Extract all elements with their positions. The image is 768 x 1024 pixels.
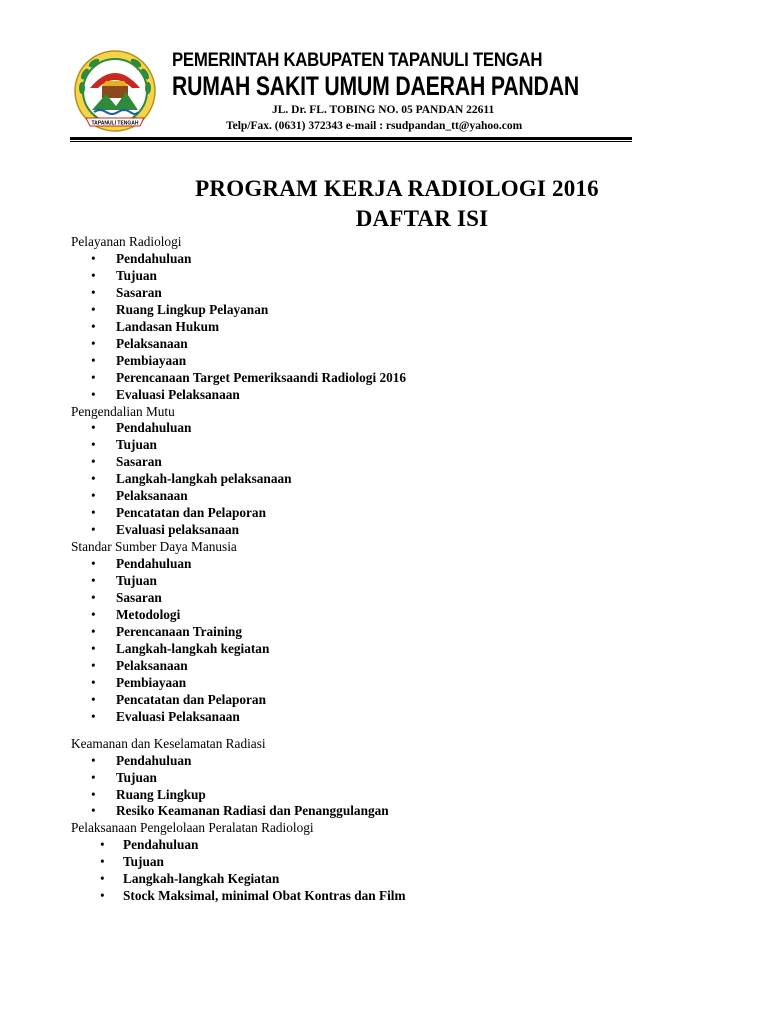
toc-item-label: Evaluasi Pelaksanaan: [116, 386, 240, 402]
toc-item-label: Resiko Keamanan Radiasi dan Penanggulangan: [116, 803, 389, 819]
toc-item: [71, 353, 691, 370]
letterhead-rule-thin: [70, 141, 632, 142]
toc-item: [71, 285, 691, 302]
toc-item-label: Langkah-langkah Kegiatan: [123, 871, 280, 887]
toc-item: [71, 251, 691, 268]
toc-item-label: Sasaran: [116, 590, 162, 606]
bullet-icon: •: [100, 854, 105, 870]
toc-section-title: Keamanan dan Keselamatan Radiasi: [71, 735, 266, 751]
bullet-icon: •: [91, 318, 96, 334]
bullet-icon: •: [91, 640, 96, 656]
bullet-icon: •: [91, 420, 96, 436]
toc-item-label: Pendahuluan: [116, 250, 192, 266]
toc-item-list: [71, 837, 691, 905]
bullet-icon: •: [91, 471, 96, 487]
hospital-name: RUMAH SAKIT UMUM DAERAH PANDAN: [172, 71, 580, 101]
toc-item: [71, 522, 691, 539]
toc-item: [71, 854, 691, 871]
toc-item-label: Pendahuluan: [116, 420, 192, 436]
toc-item: [71, 437, 691, 454]
bullet-icon: •: [91, 386, 96, 402]
bullet-icon: •: [91, 505, 96, 521]
toc-item: [71, 675, 691, 692]
emblem-caption: TAPANULI TENGAH: [91, 120, 139, 127]
toc-item-label: Pencatatan dan Pelaporan: [116, 691, 266, 707]
toc-item-label: Pendahuluan: [116, 752, 192, 768]
document-subtitle: DAFTAR ISI: [355, 206, 489, 231]
bullet-icon: •: [91, 556, 96, 572]
toc-item: [71, 573, 691, 590]
bullet-icon: •: [91, 590, 96, 606]
hospital-address: JL. Dr. FL. TOBING NO. 05 PANDAN 22611: [272, 104, 495, 116]
toc-item-label: Pelaksanaan: [116, 657, 188, 673]
government-name: PEMERINTAH KABUPATEN TAPANULI TENGAH: [172, 49, 543, 71]
toc-item: [71, 607, 691, 624]
bullet-icon: •: [91, 284, 96, 300]
bullet-icon: •: [91, 369, 96, 385]
bullet-icon: •: [91, 769, 96, 785]
toc-item: [71, 803, 691, 820]
bullet-icon: •: [91, 623, 96, 639]
bullet-icon: •: [91, 250, 96, 266]
toc-item: [71, 302, 691, 319]
bullet-icon: •: [91, 301, 96, 317]
bullet-icon: •: [91, 674, 96, 690]
bullet-icon: •: [91, 573, 96, 589]
toc-item-label: Stock Maksimal, minimal Obat Kontras dan Film: [123, 888, 406, 904]
toc-item-label: Metodologi: [116, 606, 181, 622]
bullet-icon: •: [91, 606, 96, 622]
regency-emblem-logo: [72, 48, 158, 134]
toc-item: [71, 387, 691, 404]
toc-item-label: Landasan Hukum: [116, 318, 220, 334]
toc-item-label: Sasaran: [116, 284, 162, 300]
bullet-icon: •: [91, 657, 96, 673]
toc-item-label: Ruang Lingkup: [116, 786, 206, 802]
toc-item: [71, 871, 691, 888]
bullet-icon: •: [91, 437, 96, 453]
bullet-icon: •: [91, 352, 96, 368]
toc-item: [71, 658, 691, 675]
toc-item-list: [71, 556, 691, 726]
toc-section: [71, 539, 691, 725]
toc-section-title: Standar Sumber Daya Manusia: [71, 539, 237, 555]
bullet-icon: •: [91, 691, 96, 707]
bullet-icon: •: [91, 488, 96, 504]
toc-item-label: Pelaksanaan: [116, 488, 188, 504]
toc-item-label: Ruang Lingkup Pelayanan: [116, 301, 269, 317]
toc-item: [71, 505, 691, 522]
toc-item-label: Langkah-langkah kegiatan: [116, 640, 270, 656]
toc-item-label: Tujuan: [116, 769, 157, 785]
toc-item: [71, 471, 691, 488]
toc-item: [71, 709, 691, 726]
toc-item-label: Perencanaan Training: [116, 623, 242, 639]
toc-item-label: Pendahuluan: [116, 556, 192, 572]
toc-item: [71, 753, 691, 770]
toc-item-label: Tujuan: [116, 437, 157, 453]
toc-section: [71, 736, 691, 821]
bullet-icon: •: [91, 786, 96, 802]
toc-item: [71, 336, 691, 353]
toc-item: [71, 268, 691, 285]
hospital-contact: Telp/Fax. (0631) 372343 e-mail : rsudpandan_tt@yahoo.com: [226, 120, 523, 132]
bullet-icon: •: [100, 871, 105, 887]
bullet-icon: •: [91, 803, 96, 819]
bullet-icon: •: [91, 752, 96, 768]
toc-item-label: Evaluasi pelaksanaan: [116, 522, 240, 538]
toc-section-title: Pelayanan Radiologi: [71, 234, 182, 249]
bullet-icon: •: [100, 888, 105, 904]
toc-item: [71, 787, 691, 804]
toc-item: [71, 692, 691, 709]
toc-item: [71, 454, 691, 471]
bullet-icon: •: [91, 335, 96, 351]
toc-item-label: Sasaran: [116, 454, 162, 470]
toc-section-title: Pelaksanaan Pengelolaan Peralatan Radiologi: [71, 820, 314, 836]
bullet-icon: •: [91, 708, 96, 724]
toc-item-label: Perencanaan Target Pemeriksaandi Radiologi 2016: [116, 369, 407, 385]
toc-item: [71, 590, 691, 607]
toc-item-label: Langkah-langkah pelaksanaan: [116, 471, 292, 487]
toc-item: [71, 888, 691, 905]
bullet-icon: •: [91, 267, 96, 283]
bullet-icon: •: [91, 522, 96, 538]
toc-item: [71, 837, 691, 854]
toc-item-label: Tujuan: [116, 573, 157, 589]
toc-item-list: [71, 251, 691, 404]
toc-item: [71, 770, 691, 787]
toc-item: [71, 624, 691, 641]
toc-item-list: [71, 753, 691, 821]
toc-item: [71, 370, 691, 387]
toc-item-label: Pelaksanaan: [116, 335, 188, 351]
toc-item: [71, 556, 691, 573]
toc-item-label: Evaluasi Pelaksanaan: [116, 708, 240, 724]
toc-item: [71, 420, 691, 437]
toc-item-label: Pembiayaan: [116, 352, 187, 368]
toc-item-label: Tujuan: [123, 854, 164, 870]
toc-item: [71, 488, 691, 505]
bullet-icon: •: [91, 454, 96, 470]
toc-item-label: Pencatatan dan Pelaporan: [116, 505, 266, 521]
toc-item: [71, 319, 691, 336]
toc-section-title: Pengendalian Mutu: [71, 403, 175, 419]
toc-item-label: Pembiayaan: [116, 674, 187, 690]
toc-item: [71, 641, 691, 658]
toc-item-label: Pendahuluan: [123, 837, 199, 853]
bullet-icon: •: [100, 837, 105, 853]
letterhead: [0, 0, 768, 145]
toc-item-label: Tujuan: [116, 267, 157, 283]
toc-section: [71, 404, 691, 540]
toc-section: [71, 234, 691, 404]
toc-item-list: [71, 420, 691, 539]
toc-section: [71, 820, 691, 905]
document-title: PROGRAM KERJA RADIOLOGI 2016: [195, 176, 599, 201]
table-of-contents: [71, 234, 691, 905]
letterhead-rule-thick: [70, 137, 632, 140]
